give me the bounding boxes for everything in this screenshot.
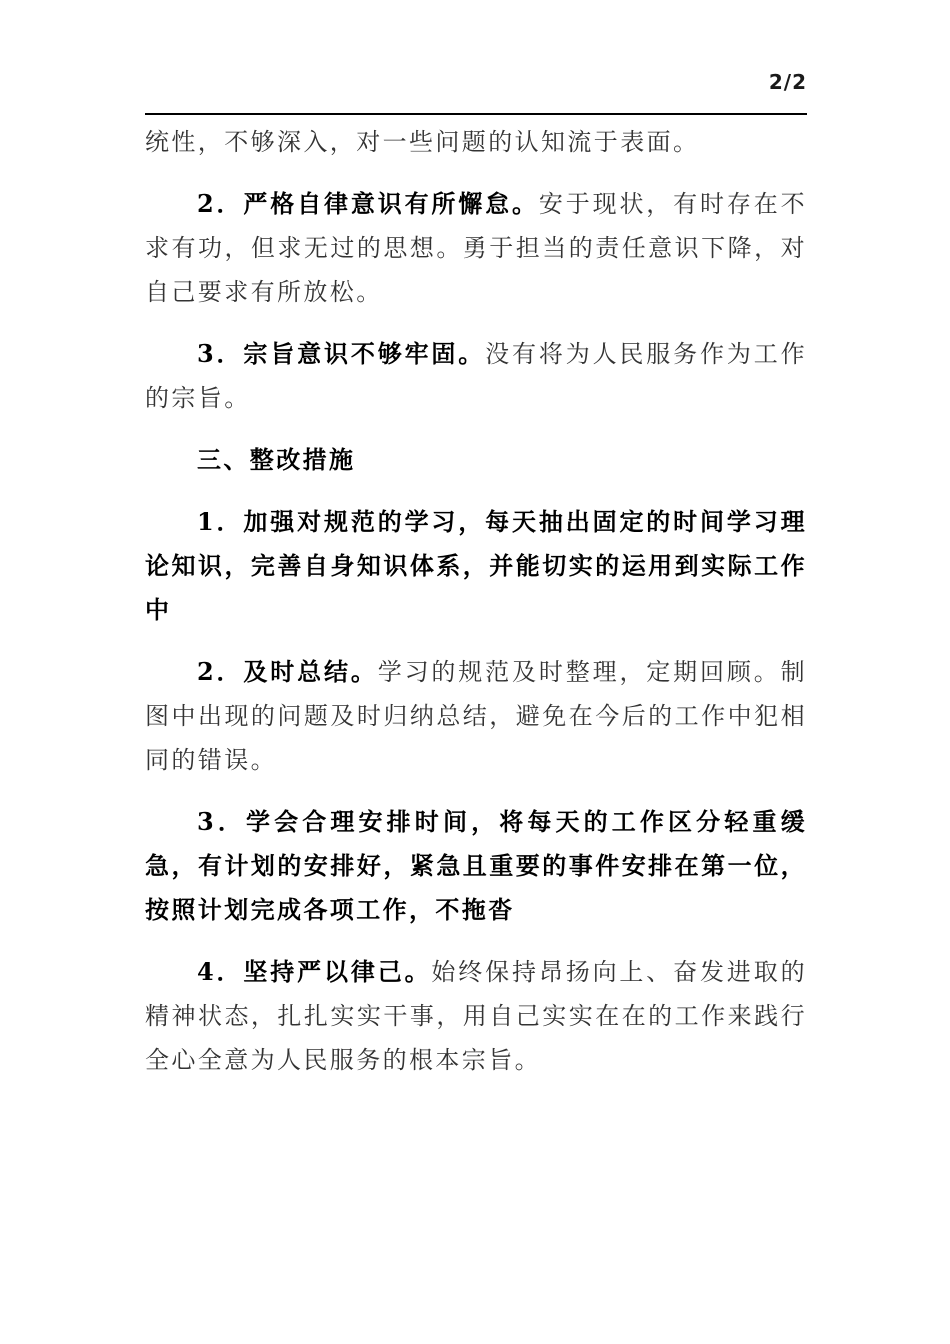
paragraph-time-management <box>145 800 807 932</box>
paragraph-timely-summary <box>145 650 807 782</box>
paragraph-self-discipline <box>145 182 807 314</box>
paragraph-text: 学习的规范及时整理，定期回顾。制图中出现的问题及时归纳总结，避免在今后的工作中犯相同的错误。 <box>145 658 807 774</box>
paragraph-lead: 3．宗旨意识不够牢固。 <box>197 339 486 368</box>
paragraph-text: 统性，不够深入，对一些问题的认知流于表面。 <box>145 128 700 156</box>
document-body <box>145 120 807 1082</box>
section-heading-rectification <box>145 438 807 482</box>
paragraph-lead: 2．严格自律意识有所懈怠。 <box>197 189 539 218</box>
header-rule <box>145 113 807 115</box>
paragraph-lead: 2．及时总结。 <box>197 657 378 686</box>
paragraph-text: 始终保持昂扬向上、奋发进取的精神状态，扎扎实实干事，用自己实实在在的工作来践行全心全意为人民服务的根本宗旨。 <box>145 958 807 1074</box>
paragraph-lead: 4．坚持严以律己。 <box>197 957 432 986</box>
paragraph-text: 没有将为人民服务作为工作的宗旨。 <box>145 340 807 412</box>
paragraph-strict-self-discipline <box>145 950 807 1082</box>
paragraph-text: 安于现状，有时存在不求有功，但求无过的思想。勇于担当的责任意识下降，对自己要求有所放松。 <box>145 190 808 306</box>
paragraph-lead: 3．学会合理安排时间，将每天的工作区分轻重缓急，有计划的安排好，紧急且重要的事件安排在第一位，按照计划完成各项工作，不拖沓 <box>145 807 807 924</box>
paragraph-continuation <box>145 120 807 164</box>
section-heading: 三、整改措施 <box>197 445 356 474</box>
paragraph-lead: 1．加强对规范的学习，每天抽出固定的时间学习理论知识，完善自身知识体系，并能切实的运用到实际工作中 <box>145 507 807 624</box>
paragraph-purpose-awareness <box>145 332 807 420</box>
paragraph-strengthen-learning <box>145 500 807 632</box>
page-number: 2/2 <box>768 70 807 94</box>
